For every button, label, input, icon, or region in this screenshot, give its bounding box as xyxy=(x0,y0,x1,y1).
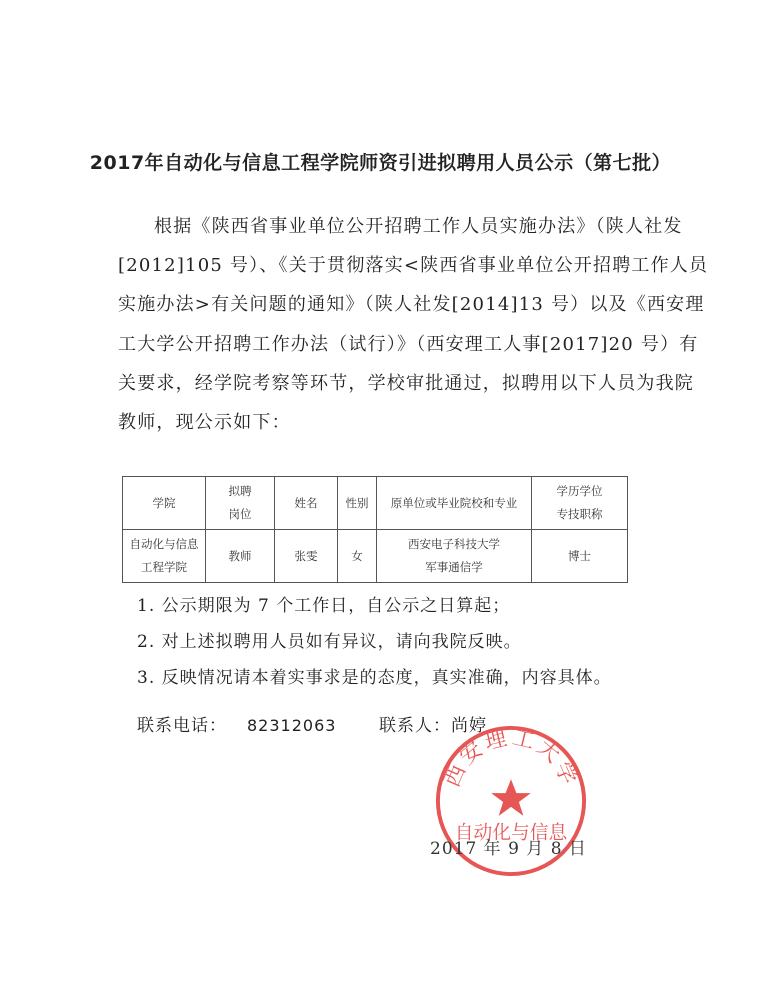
notice-body xyxy=(118,207,709,442)
body-line: 工大学公开招聘工作办法（试行）》（西安理工人事[2017]20 号）有 xyxy=(118,333,699,355)
header-college: 学院 xyxy=(123,477,206,530)
note-item: 2. 对上述拟聘用人员如有异议，请向我院反映。 xyxy=(137,632,522,652)
contact-line xyxy=(137,708,487,744)
seal-arc-path: 西安理工大学 xyxy=(439,725,583,791)
cell-origin xyxy=(377,530,532,583)
candidate-table xyxy=(122,476,628,583)
header-position xyxy=(206,477,275,530)
cell-college-line: 自动化与信息 xyxy=(129,537,199,551)
cell-name: 张雯 xyxy=(275,530,338,583)
header-degree-line: 专技职称 xyxy=(556,507,603,521)
cell-degree: 博士 xyxy=(532,530,628,583)
body-line: 教师，现公示如下： xyxy=(118,412,291,434)
cell-position: 教师 xyxy=(206,530,275,583)
phone-number: 82312063 xyxy=(247,716,337,735)
body-line: 关要求，经学院考察等环节，学校审批通过，拟聘用以下人员为我院 xyxy=(118,372,694,394)
header-gender: 性别 xyxy=(338,477,377,530)
notice-title: 2017年自动化与信息工程学院师资引进拟聘用人员公示（第七批） xyxy=(89,152,672,174)
seal-mid-text: 自动化与信息 xyxy=(454,822,568,844)
seal-star-icon xyxy=(491,779,531,816)
cell-origin-line: 军事通信学 xyxy=(425,560,483,574)
issue-date: 2017 年 9 月 8 日 xyxy=(430,839,587,859)
table-header-row xyxy=(123,477,628,530)
header-position-line: 岗位 xyxy=(228,507,252,521)
body-line: 实施办法>有关问题的通知》（陕人社发[2014]13 号）以及《西安理 xyxy=(118,294,705,316)
header-name: 姓名 xyxy=(275,477,338,530)
table-row xyxy=(123,530,628,583)
notes-list xyxy=(137,588,612,696)
note-item: 1. 公示期限为 7 个工作日，自公示之日算起； xyxy=(137,596,511,616)
phone-label: 联系电话： xyxy=(137,716,227,736)
person-name: 尚婷 xyxy=(451,716,487,736)
header-position-line: 拟聘 xyxy=(228,484,252,498)
body-line: 根据《陕西省事业单位公开招聘工作人员实施办法》（陕人社发 xyxy=(154,216,683,237)
cell-college xyxy=(123,530,206,583)
cell-college-line: 工程学院 xyxy=(141,560,187,574)
body-line: [2012]105 号）、《关于贯彻落实<陕西省事业单位公开招聘工作人员 xyxy=(118,255,709,277)
cell-origin-line: 西安电子科技大学 xyxy=(408,537,500,551)
header-degree xyxy=(532,477,628,530)
header-origin: 原单位或毕业院校和专业 xyxy=(377,477,532,530)
person-label: 联系人： xyxy=(379,716,451,736)
cell-gender: 女 xyxy=(338,530,377,583)
note-item: 3. 反映情况请本着实事求是的态度，真实准确，内容具体。 xyxy=(137,668,612,688)
header-degree-line: 学历学位 xyxy=(556,484,603,498)
